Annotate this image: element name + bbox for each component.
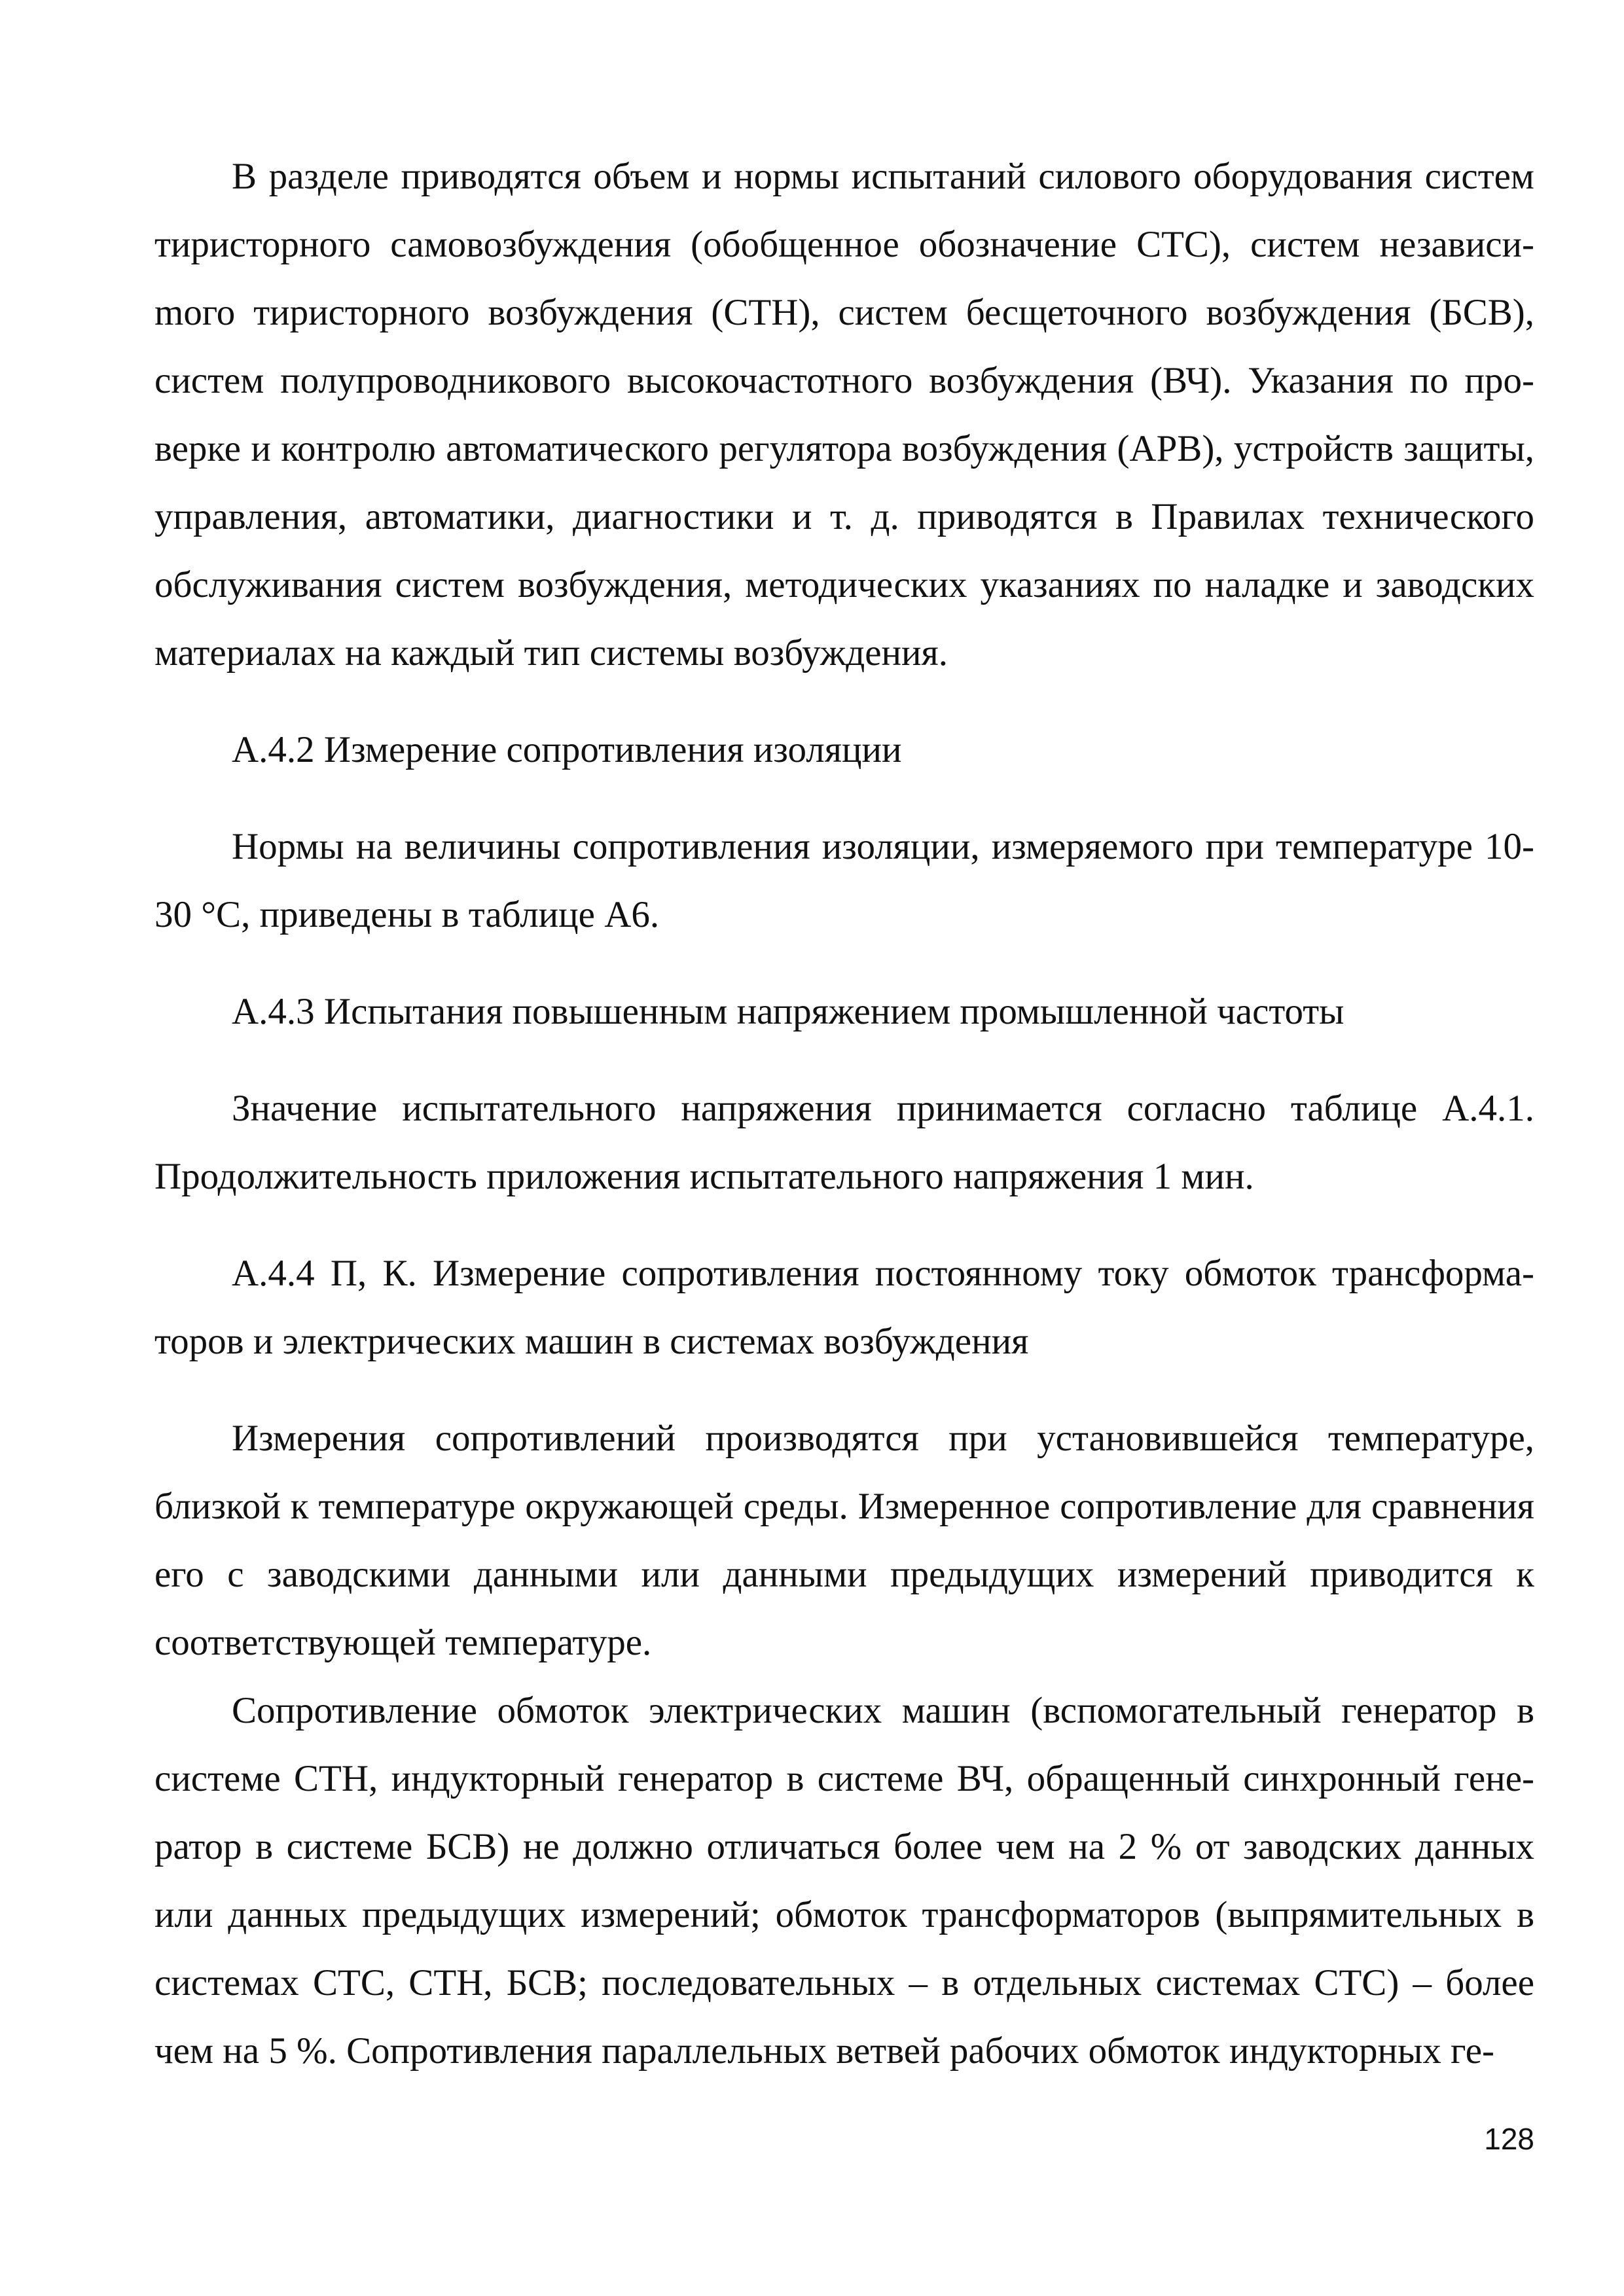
section-heading-a42: А.4.2 Измерение сопротивления изоляции [232, 729, 902, 770]
spacer [154, 687, 1534, 716]
paragraph-a44-body-2: Сопротивление обмоток электрических машин (вспомогательный генератор в системе СТН, индукторный генератор в системе ВЧ, обращенный синхронный генератор в системе БСВ) не должно отличаться более чем на 2 % от заводских данных или данных предыдущих измерений; обмоток трансформаторов (выпрямительных в системах СТС, СТН, БСВ; последовательных – в отдельных системах СТС) – более чем на 5 %. Сопротивления параллельных ветвей рабочих обмоток индукторных ге- [154, 1690, 1534, 2072]
page-content [154, 143, 1534, 2085]
spacer [154, 784, 1534, 813]
paragraph-a43-body: Значение испытательного напряжения принимается согласно таблице А.4.1. Продолжительность приложения испытательного напряжения 1 мин. [154, 1088, 1534, 1197]
page-number: 128 [1484, 2122, 1534, 2156]
spacer [154, 1046, 1534, 1075]
spacer [154, 1211, 1534, 1240]
paragraph-a42-body: Нормы на величины сопротивления изоляции, измеряемого при температуре 10-30 °С, приведены в таблице А6. [154, 826, 1534, 935]
section-heading-a43: А.4.3 Испытания повышенным напряжением промышленной частоты [232, 991, 1344, 1032]
paragraph-intro: В разделе приводятся объем и нормы испытаний силового оборудования систем тиристорного самовозбуждения (обобщенное обозначение СТС), систем независиmого тиристорного возбуждения (СТН), систем бесщеточного возбуждения (БСВ), систем полупроводникового высокочастотного возбуждения (ВЧ). Указания по проверке и контролю автоматического регулятора возбуждения (АРВ), устройств защиты, управления, автоматики, диагностики и т. д. приводятся в Правилах технического обслуживания систем возбуждения, методических указаниях по наладке и заводских материалах на каждый тип системы возбуждения. [154, 156, 1534, 673]
spacer [154, 949, 1534, 978]
spacer [154, 1376, 1534, 1405]
paragraph-a44-body-1: Измерения сопротивлений производятся при установившейся температуре, близкой к температуре окружающей среды. Измеренное сопротивление для сравнения его с заводскими данными или данными предыдущих измерений приводится к соответствующей температуре. [154, 1418, 1534, 1663]
section-heading-a44: А.4.4 П, К. Измерение сопротивления постоянному току обмоток трансформаторов и электрических машин в системах возбуждения [154, 1253, 1534, 1362]
